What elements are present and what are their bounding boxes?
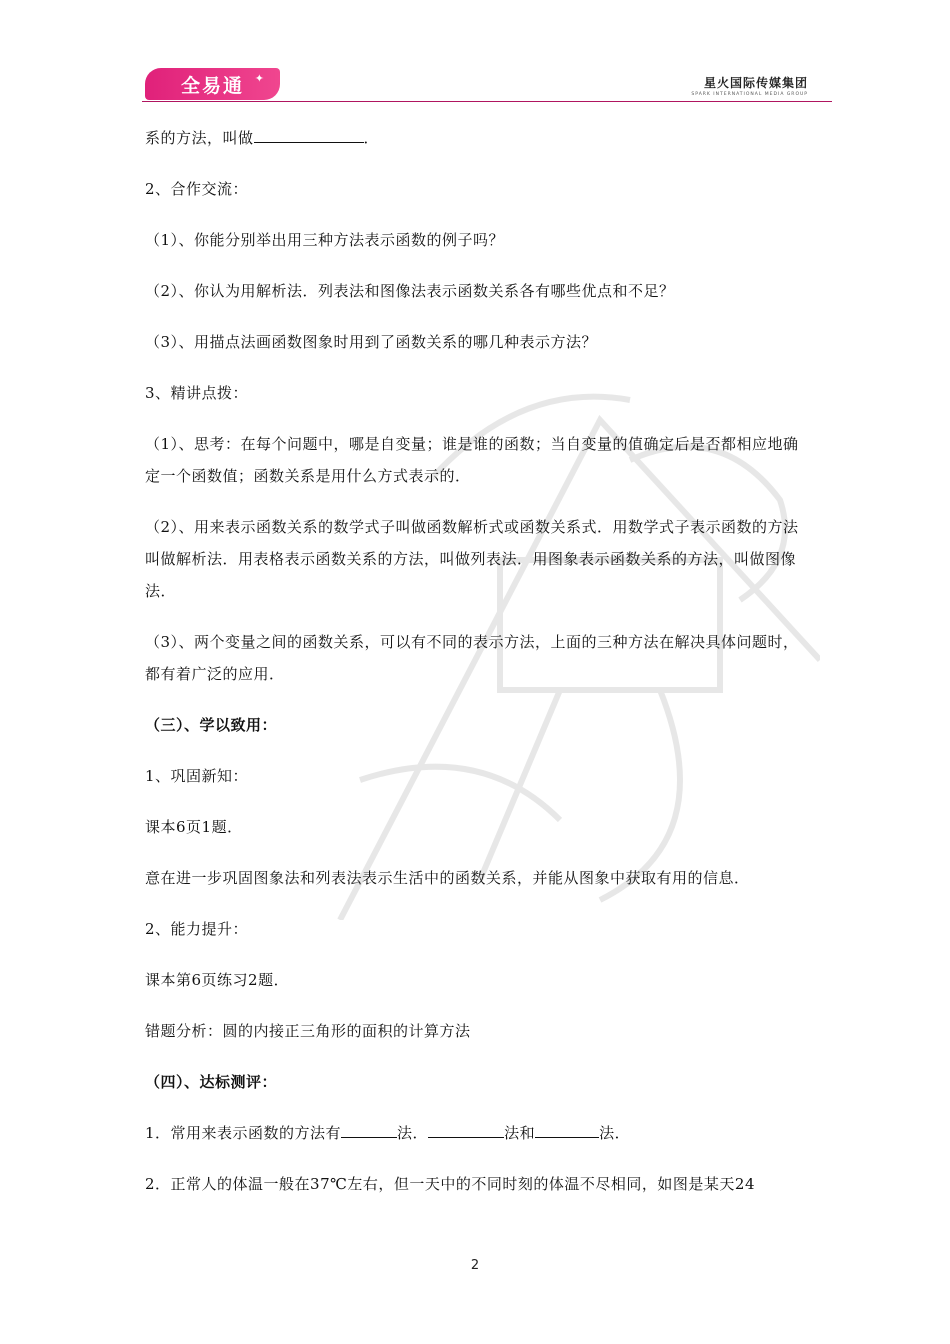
test-question-1: 1．常用来表示函数的方法有 法． 法和 法． [145, 1117, 810, 1149]
page-header [0, 0, 950, 110]
section-key-points: 3、精讲点拨： [145, 384, 249, 402]
question-2: （2）、你认为用解析法．列表法和图像法表示函数关系各有哪些优点和不足？ [145, 282, 675, 300]
fill-blank [428, 1120, 504, 1138]
part-test-heading: （四）、达标测评： [145, 1073, 278, 1091]
section-consolidate: 1、巩固新知： [145, 767, 249, 785]
logo-text: 全易通 [180, 74, 244, 97]
test-question-2: 2．正常人的体温一般在37℃左右，但一天中的不同时刻的体温不尽相同，如图是某天24 [145, 1175, 756, 1193]
sparkle-icon: ✦ [254, 72, 266, 85]
error-analysis: 错题分析：圆的内接正三角形的面积的计算方法 [145, 1022, 471, 1040]
company-name [691, 74, 808, 97]
point-3: （3）、两个变量之间的函数关系，可以有不同的表示方法，上面的三种方法在解决具体问题时，都有着广泛的应用． [145, 633, 799, 683]
document-body [145, 122, 810, 1219]
exercise-1: 课本6页1题． [145, 818, 243, 836]
section-improve: 2、能力提升： [145, 920, 249, 938]
company-name-en: SPARK INTERNATIONAL MEDIA GROUP [691, 92, 808, 97]
page-number: 2 [470, 1258, 480, 1273]
point-1: （1）、思考：在每个问题中，哪是自变量；谁是谁的函数；当自变量的值确定后是否都相应地确定一个函数值；函数关系是用什么方式表示的． [145, 435, 799, 485]
question-3: （3）、用描点法画函数图象时用到了函数关系的哪几种表示方法？ [145, 333, 598, 351]
brand-logo [145, 68, 280, 100]
fill-blank [254, 125, 364, 143]
intent-note: 意在进一步巩固图象法和列表法表示生活中的函数关系，并能从图象中获取有用的信息． [145, 869, 750, 887]
exercise-2: 课本第6页练习2题． [145, 971, 290, 989]
question-1: （1）、你能分别举出用三种方法表示函数的例子吗？ [145, 231, 505, 249]
point-2: （2）、用来表示函数关系的数学式子叫做函数解析式或函数关系式．用数学式子表示函数的方法叫做解析法．用表格表示函数关系的方法，叫做列表法．用图象表示函数关系的方法，叫做图像法． [145, 518, 799, 600]
part-apply-heading: （三）、学以致用： [145, 716, 278, 734]
fill-blank [341, 1120, 397, 1138]
continued-sentence: 系的方法，叫做 ． [145, 122, 810, 154]
section-cooperation: 2、合作交流： [145, 180, 249, 198]
company-name-cn: 星火国际传媒集团 [703, 76, 808, 90]
fill-blank [535, 1120, 599, 1138]
header-divider [142, 101, 832, 102]
